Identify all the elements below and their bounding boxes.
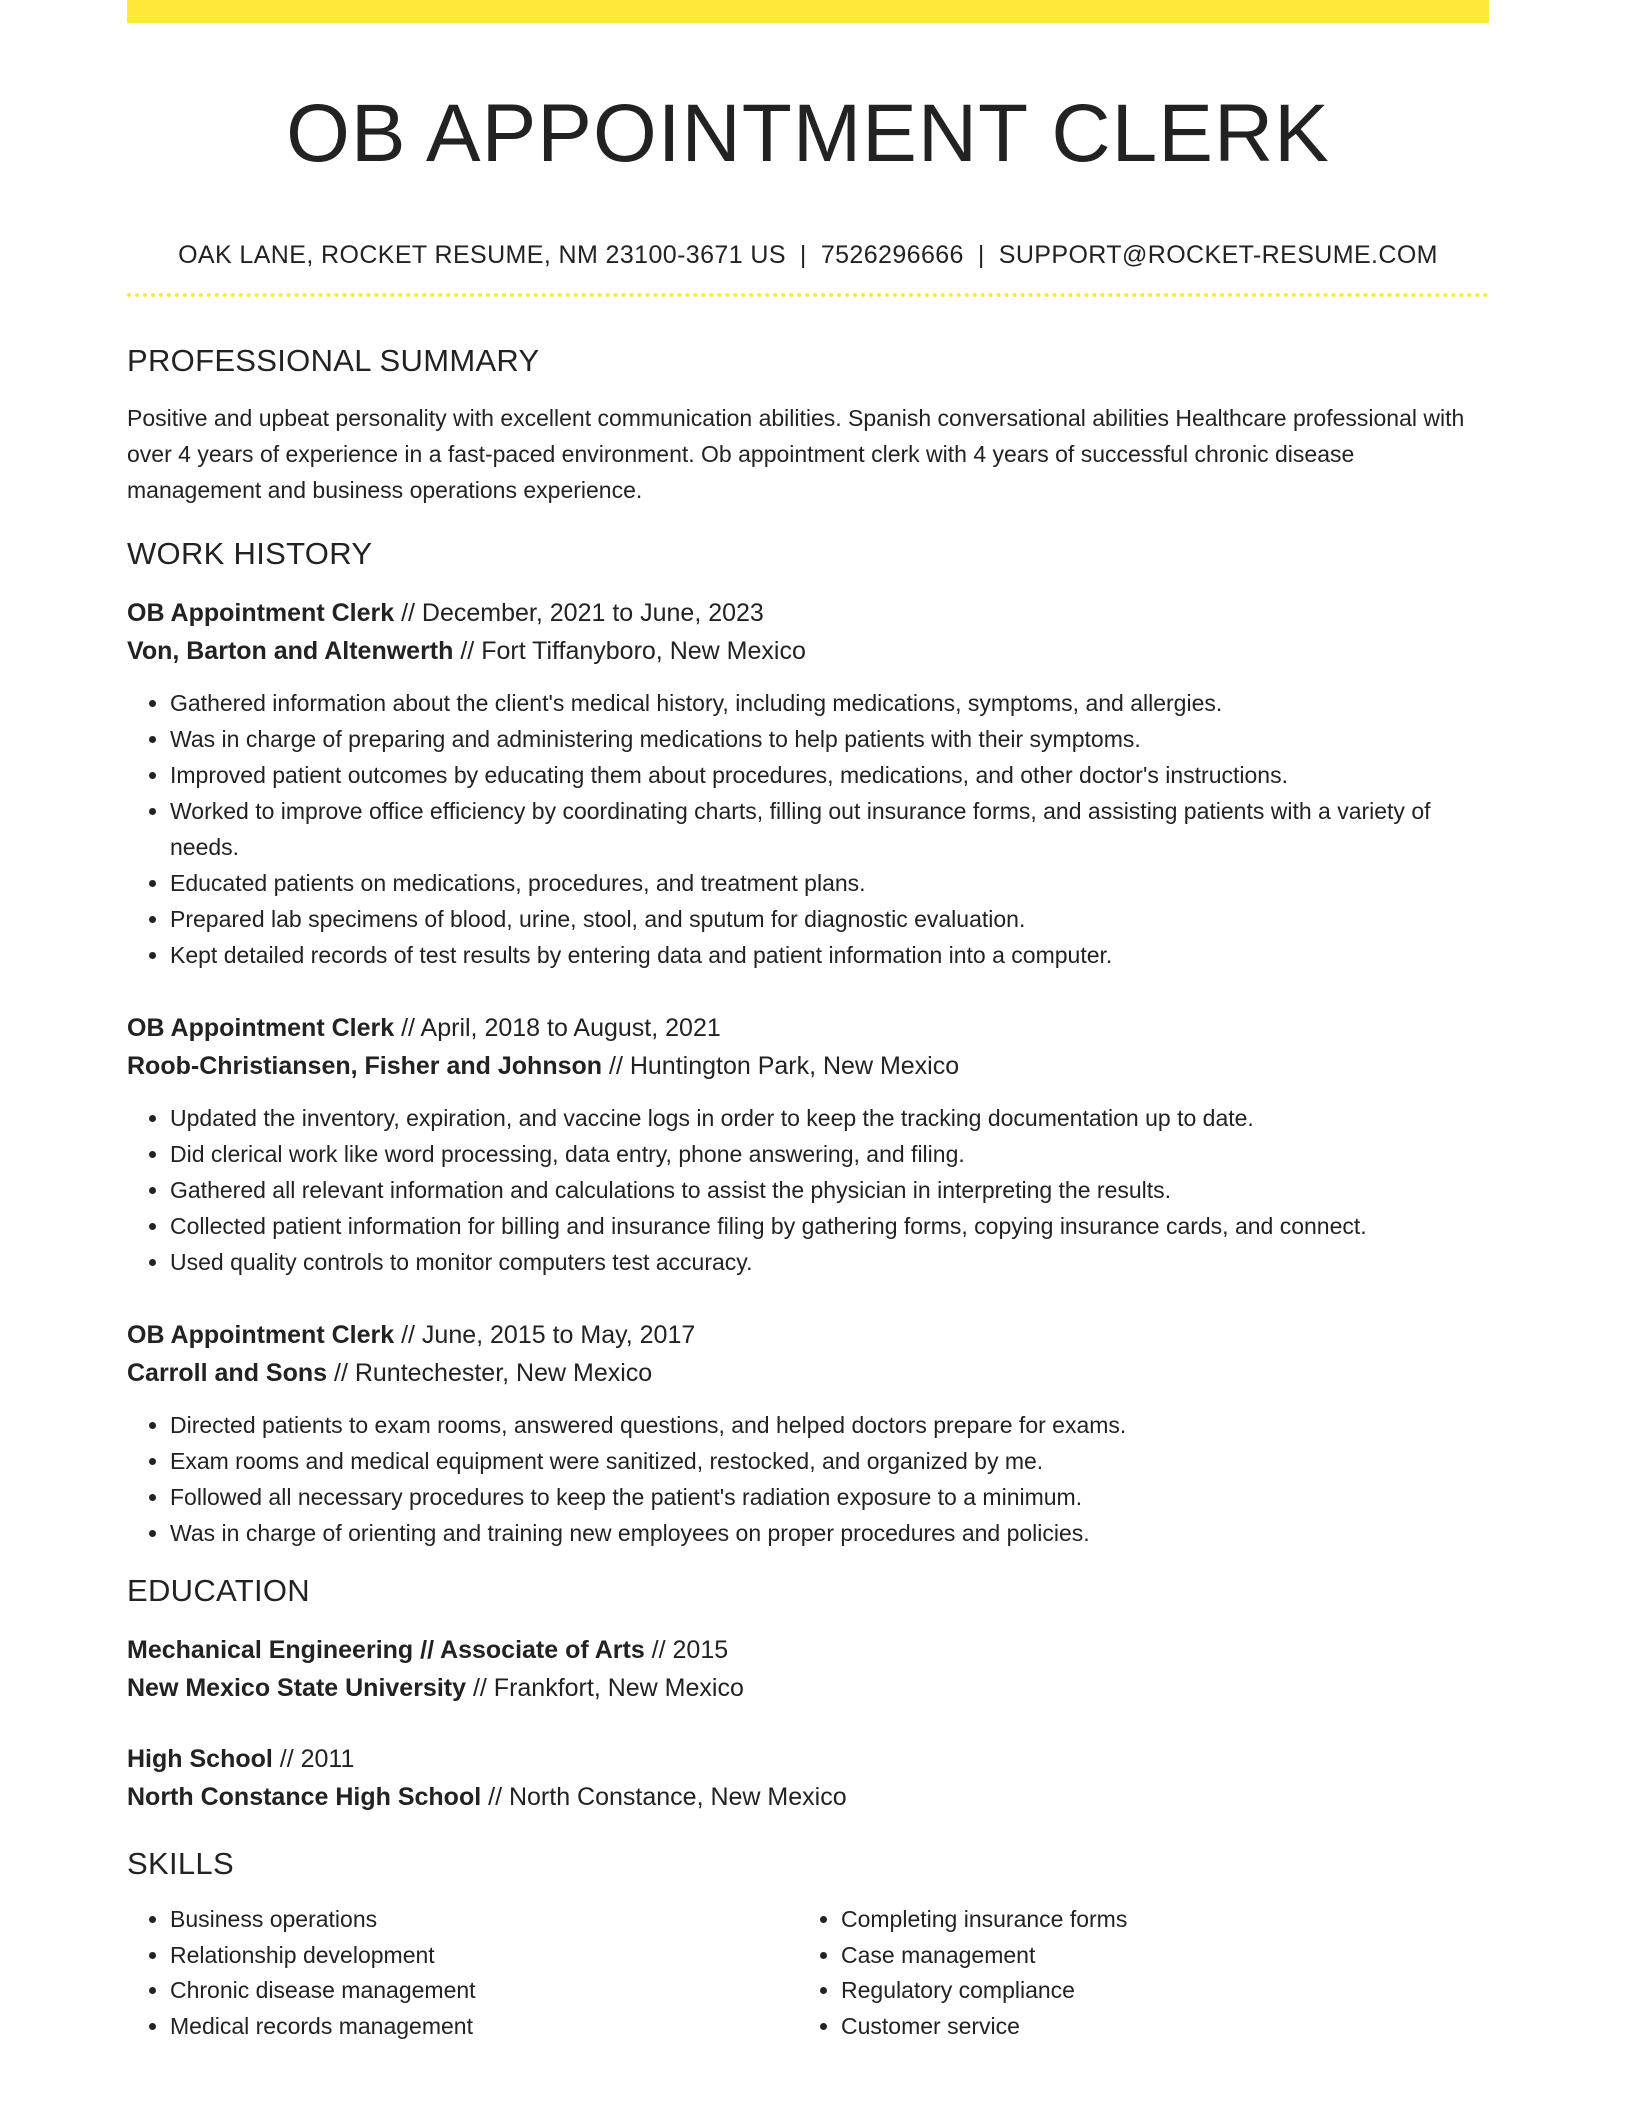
skills-column-right — [798, 1902, 1469, 2044]
skills-column-left — [127, 1902, 798, 2044]
education-entry — [127, 1740, 1489, 1816]
skill-item: • Customer service — [841, 2009, 1469, 2045]
school-line — [127, 1669, 1489, 1707]
skill-item: • Completing insurance forms — [841, 1902, 1469, 1938]
list-item: • Used quality controls to monitor computers test accuracy. — [170, 1244, 1489, 1280]
degree: Mechanical Engineering // Associate of Arts — [127, 1636, 645, 1664]
job-title-line — [127, 1009, 1489, 1047]
list-item: • Updated the inventory, expiration, and vaccine logs in order to keep the tracking documentation up to date. — [170, 1100, 1489, 1136]
summary-heading: PROFESSIONAL SUMMARY — [127, 343, 540, 378]
list-item: • Worked to improve office efficiency by coordinating charts, filling out insurance forms, and assisting patients with a variety of needs. — [170, 793, 1489, 865]
job-entry — [127, 1009, 1489, 1280]
job-company: Carroll and Sons — [127, 1359, 328, 1387]
list-item: • Followed all necessary procedures to keep the patient's radiation exposure to a minimum. — [170, 1479, 1489, 1515]
divider — [127, 293, 1489, 297]
school: North Constance High School — [127, 1783, 482, 1811]
degree-line — [127, 1631, 1489, 1669]
list-item: • Did clerical work like word processing, data entry, phone answering, and filing. — [170, 1136, 1489, 1172]
skill-item: • Chronic disease management — [170, 1973, 798, 2009]
job-company-line — [127, 1047, 1489, 1085]
list-item: • Kept detailed records of test results by entering data and patient information into a computer. — [170, 937, 1489, 973]
accent-bar — [127, 0, 1489, 23]
job-entry — [127, 594, 1489, 973]
contact-separator: | — [799, 241, 807, 269]
job-entry — [127, 1316, 1489, 1551]
summary-text: Positive and upbeat personality with excellent communication abilities. Spanish conversational abilities Healthcare professional with over 4 years of experience in a fast-paced environment. Ob appointment clerk with 4 years of successful chronic disease management and business operations experience. — [127, 405, 1465, 503]
job-company-line — [127, 1354, 1489, 1392]
school-line — [127, 1778, 1489, 1816]
list-item: • Directed patients to exam rooms, answered questions, and helped doctors prepare for exams. — [170, 1407, 1489, 1443]
job-dates: // June, 2015 to May, 2017 — [394, 1321, 696, 1349]
job-title: OB Appointment Clerk — [127, 599, 395, 627]
degree-year: // 2011 — [272, 1745, 355, 1773]
job-bullets — [127, 685, 1489, 973]
skill-item: • Business operations — [170, 1902, 798, 1938]
email[interactable]: SUPPORT@ROCKET-RESUME.COM — [998, 241, 1438, 269]
degree-line — [127, 1740, 1489, 1778]
list-item: • Educated patients on medications, procedures, and treatment plans. — [170, 865, 1489, 901]
list-item: • Exam rooms and medical equipment were sanitized, restocked, and organized by me. — [170, 1443, 1489, 1479]
education-heading: EDUCATION — [127, 1573, 310, 1608]
contact-line — [127, 237, 1489, 273]
skills-list — [127, 1902, 1489, 2044]
degree-year: // 2015 — [644, 1636, 729, 1664]
list-item: • Improved patient outcomes by educating them about procedures, medications, and other doctor's instructions. — [170, 757, 1489, 793]
skills-heading: SKILLS — [127, 1846, 234, 1881]
job-location: // Fort Tiffanyboro, New Mexico — [453, 637, 806, 665]
skill-item: • Case management — [841, 1938, 1469, 1974]
job-dates: // April, 2018 to August, 2021 — [394, 1014, 721, 1042]
job-bullets — [127, 1407, 1489, 1551]
list-item: • Gathered information about the client's medical history, including medications, symptoms, and allergies. — [170, 685, 1489, 721]
job-title-line — [127, 594, 1489, 632]
phone[interactable]: 7526296666 — [820, 241, 964, 269]
degree: High School — [127, 1745, 273, 1773]
work-history-heading: WORK HISTORY — [127, 536, 373, 571]
job-location: // Runtechester, New Mexico — [327, 1359, 653, 1387]
job-title: OB Appointment Clerk — [127, 1014, 395, 1042]
job-title-line — [127, 1316, 1489, 1354]
page-title: OB APPOINTMENT CLERK — [286, 88, 1330, 179]
job-bullets — [127, 1100, 1489, 1280]
skill-item: • Regulatory compliance — [841, 1973, 1469, 2009]
job-dates: // December, 2021 to June, 2023 — [394, 599, 764, 627]
skill-item: • Relationship development — [170, 1938, 798, 1974]
job-title: OB Appointment Clerk — [127, 1321, 395, 1349]
list-item: • Was in charge of preparing and administering medications to help patients with their symptoms. — [170, 721, 1489, 757]
resume-page — [127, 0, 1489, 2044]
school-location: // North Constance, New Mexico — [481, 1783, 847, 1811]
school: New Mexico State University — [127, 1674, 467, 1702]
list-item: • Was in charge of orienting and training new employees on proper procedures and policies. — [170, 1515, 1489, 1551]
school-location: // Frankfort, New Mexico — [466, 1674, 744, 1702]
job-location: // Huntington Park, New Mexico — [602, 1052, 960, 1080]
job-company: Roob-Christiansen, Fisher and Johnson — [127, 1052, 603, 1080]
job-company: Von, Barton and Altenwerth — [127, 637, 454, 665]
education-entry — [127, 1631, 1489, 1707]
list-item: • Gathered all relevant information and calculations to assist the physician in interpreting the results. — [170, 1172, 1489, 1208]
list-item: • Collected patient information for billing and insurance filing by gathering forms, copying insurance cards, and connect. — [170, 1208, 1489, 1244]
job-company-line — [127, 632, 1489, 670]
address: OAK LANE, ROCKET RESUME, NM 23100-3671 US — [178, 241, 786, 269]
list-item: • Prepared lab specimens of blood, urine, stool, and sputum for diagnostic evaluation. — [170, 901, 1489, 937]
skill-item: • Medical records management — [170, 2009, 798, 2045]
contact-separator: | — [977, 241, 985, 269]
